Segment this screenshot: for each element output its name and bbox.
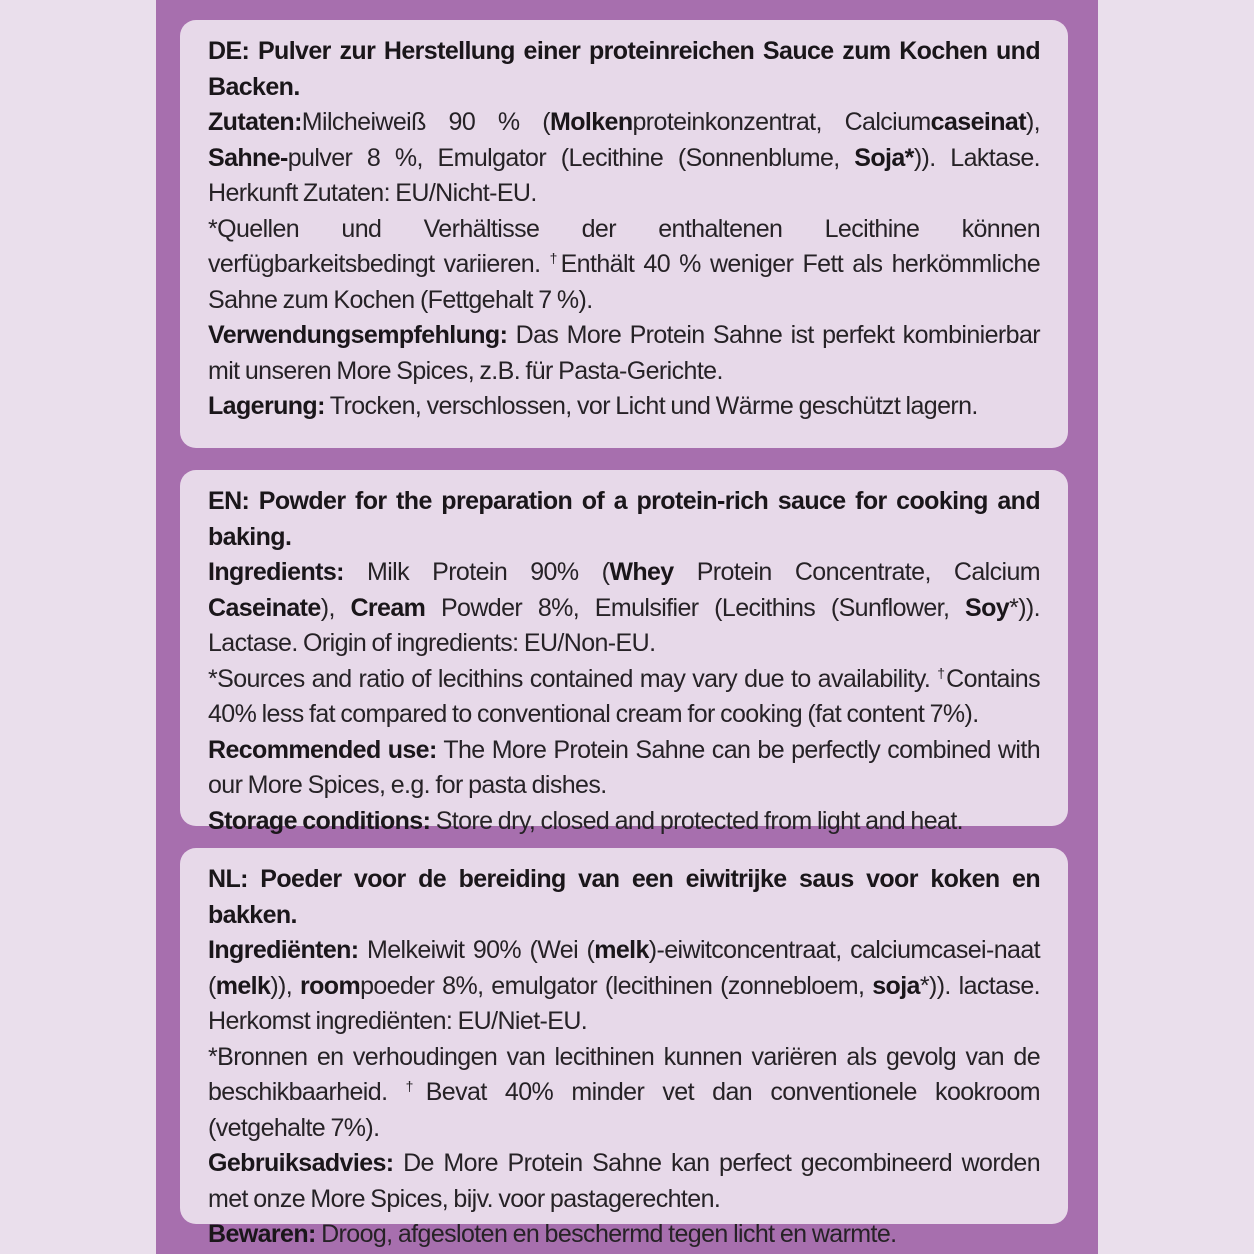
en-ingredients: Ingredients: Milk Protein 90% (Whey Protein Concentrate, Calcium Caseinate), Cream Powder 8%, Emulsifier (Lecithins (Sunflower, Soy*)). Lactase. Origin of ingredients: EU/Non-EU. — [208, 558, 1040, 657]
nl-storage: Bewaren: Droog, afgesloten en beschermd tegen licht en warmte. — [208, 1220, 897, 1248]
allergen-casein: caseinat — [930, 108, 1026, 136]
dagger-mark: † — [937, 664, 947, 681]
nl-note: *Bronnen en verhoudingen van lecithinen kunnen variëren als gevolg van de beschikbaarheid. †Bevat 40% minder vet dan conventionele kookroom (vetgehalte 7%). — [208, 1042, 1041, 1142]
de-storage-label: Lagerung: — [208, 392, 325, 420]
allergen-soy: soja — [872, 971, 920, 1000]
nl-ingredients-label: Ingrediënten: — [208, 936, 359, 964]
allergen-soy: Soja* — [854, 143, 914, 172]
allergen-casein: Caseinate — [208, 593, 321, 622]
de-usage: Verwendungsempfehlung: Das More Protein Sahne ist perfekt kombinierbar mit unseren More Spices, z.B. für Pasta-Gerichte. — [208, 321, 1040, 385]
dagger-mark: † — [549, 250, 561, 266]
panel-de — [180, 20, 1068, 448]
allergen-whey: Molken — [549, 108, 633, 136]
allergen-soy: Soy — [965, 593, 1010, 622]
nl-usage: Gebruiksadvies: De More Protein Sahne kan perfect gecombineerd worden met onze More Spices, bijv. voor pastagerechten. — [208, 1149, 1040, 1213]
de-title: DE: Pulver zur Herstellung einer proteinreichen Sauce zum Kochen und Backen. — [208, 37, 1040, 101]
en-usage-label: Recommended use: — [208, 735, 437, 764]
en-title: EN: Powder for the preparation of a protein-rich sauce for cooking and baking. — [208, 487, 1040, 551]
allergen-milk: melk — [215, 971, 271, 1000]
en-storage-label: Storage conditions: — [208, 806, 431, 835]
allergen-cream: room — [299, 971, 361, 1000]
allergen-cream: Cream — [350, 593, 426, 622]
en-note: *Sources and ratio of lecithins contained may vary due to availability. †Contains 40% less fat compared to conventional cream for cooking (fat content 7%). — [208, 664, 1041, 728]
panel-nl — [180, 848, 1068, 1248]
de-usage-label: Verwendungsempfehlung: — [208, 321, 508, 349]
nl-storage-label: Bewaren: — [208, 1220, 316, 1248]
nl-usage-label: Gebruiksadvies: — [208, 1149, 394, 1177]
nl-title: NL: Poeder voor de bereiding van een eiwitrijke saus voor koken en bakken. — [208, 865, 1040, 929]
en-storage: Storage conditions: Store dry, closed and protected from light and heat. — [208, 806, 964, 835]
en-ingredients-label: Ingredients: — [208, 558, 344, 586]
allergen-whey: Whey — [609, 558, 674, 586]
de-ingredients: Zutaten:Milcheiweiß 90 % (Molkenproteinkonzentrat, Calciumcaseinat), Sahne-pulver 8 %, Emulgator (Lecithine (Sonnenblume, Soja*)). Laktase. Herkunft Zutaten: EU/Nicht-EU. — [208, 108, 1041, 207]
allergen-cream: Sahne- — [208, 143, 288, 172]
panel-en — [180, 470, 1068, 835]
nl-ingredients: Ingrediënten: Melkeiwit 90% (Wei (melk)-eiwitconcentraat, calciumcasei-naat (melk)), roompoeder 8%, emulgator (lecithinen (zonnebloem, soja*)). lactase. Herkomst ingrediënten: EU/Niet-EU. — [208, 936, 1040, 1035]
de-ingredients-label: Zutaten: — [208, 108, 302, 136]
de-note: *Quellen und Verhältisse der enthaltenen Lecithine können verfügbarkeitsbedingt variieren. †Enthält 40 % weniger Fett als herkömmliche Sahne zum Kochen (Fettgehalt 7 %). — [208, 214, 1041, 314]
en-usage: Recommended use: The More Protein Sahne can be perfectly combined with our More Spices, e.g. for pasta dishes. — [208, 735, 1040, 799]
de-storage: Lagerung: Trocken, verschlossen, vor Licht und Wärme geschützt lagern. — [208, 392, 978, 420]
dagger-mark: † — [405, 1078, 426, 1094]
allergen-milk: melk — [594, 936, 649, 964]
